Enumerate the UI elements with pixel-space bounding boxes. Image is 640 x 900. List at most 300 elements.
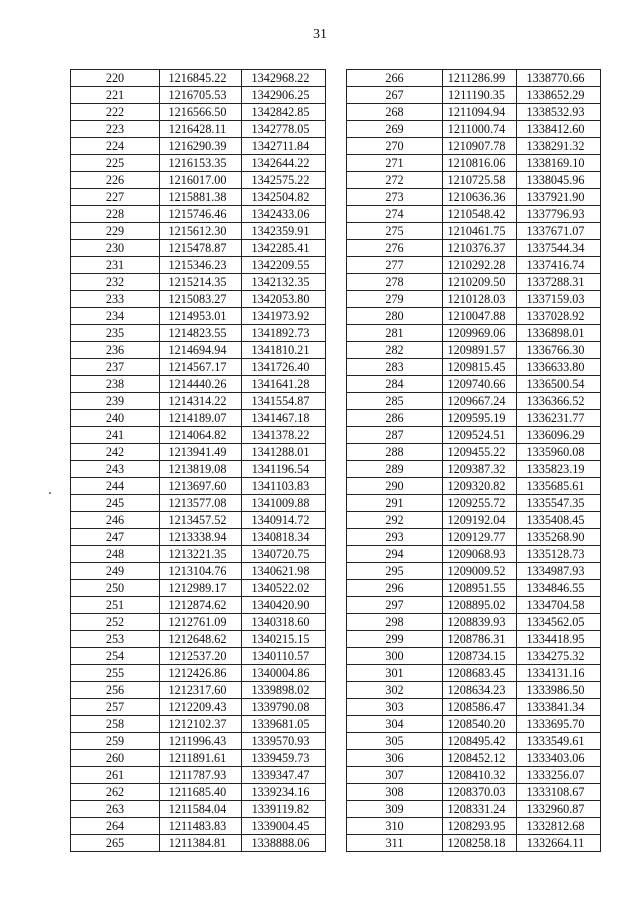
- y-coordinate-cell: 1334418.95: [517, 631, 601, 648]
- table-row: [347, 784, 601, 801]
- table-row: [347, 767, 601, 784]
- x-coordinate-cell: 1214314.22: [160, 393, 242, 410]
- point-number-cell: 281: [347, 325, 443, 342]
- point-number-cell: 245: [71, 495, 160, 512]
- table-row: [71, 189, 326, 206]
- point-number-cell: 224: [71, 138, 160, 155]
- table-row: [71, 274, 326, 291]
- point-number-cell: 260: [71, 750, 160, 767]
- table-row: [71, 495, 326, 512]
- y-coordinate-cell: 1342053.80: [242, 291, 326, 308]
- point-number-cell: 262: [71, 784, 160, 801]
- y-coordinate-cell: 1336366.52: [517, 393, 601, 410]
- point-number-cell: 236: [71, 342, 160, 359]
- table-row: [347, 240, 601, 257]
- point-number-cell: 293: [347, 529, 443, 546]
- x-coordinate-cell: 1213104.76: [160, 563, 242, 580]
- x-coordinate-cell: 1208370.03: [443, 784, 517, 801]
- point-number-cell: 268: [347, 104, 443, 121]
- point-number-cell: 223: [71, 121, 160, 138]
- y-coordinate-cell: 1341810.21: [242, 342, 326, 359]
- table-row: [71, 597, 326, 614]
- point-number-cell: 294: [347, 546, 443, 563]
- point-number-cell: 296: [347, 580, 443, 597]
- y-coordinate-cell: 1342209.55: [242, 257, 326, 274]
- x-coordinate-cell: 1216845.22: [160, 70, 242, 87]
- x-coordinate-cell: 1213577.08: [160, 495, 242, 512]
- table-row: [71, 648, 326, 665]
- x-coordinate-cell: 1216153.35: [160, 155, 242, 172]
- table-row: [71, 631, 326, 648]
- table-row: [347, 138, 601, 155]
- y-coordinate-cell: 1342132.35: [242, 274, 326, 291]
- point-number-cell: 299: [347, 631, 443, 648]
- point-number-cell: 246: [71, 512, 160, 529]
- x-coordinate-cell: 1213819.08: [160, 461, 242, 478]
- x-coordinate-cell: 1208951.55: [443, 580, 517, 597]
- x-coordinate-cell: 1209740.66: [443, 376, 517, 393]
- y-coordinate-cell: 1341641.28: [242, 376, 326, 393]
- x-coordinate-cell: 1212648.62: [160, 631, 242, 648]
- x-coordinate-cell: 1209192.04: [443, 512, 517, 529]
- table-row: [71, 257, 326, 274]
- y-coordinate-cell: 1340914.72: [242, 512, 326, 529]
- y-coordinate-cell: 1335547.35: [517, 495, 601, 512]
- x-coordinate-cell: 1214064.82: [160, 427, 242, 444]
- point-number-cell: 276: [347, 240, 443, 257]
- point-number-cell: 278: [347, 274, 443, 291]
- point-number-cell: 257: [71, 699, 160, 716]
- table-row: [71, 104, 326, 121]
- table-row: [347, 563, 601, 580]
- point-number-cell: 259: [71, 733, 160, 750]
- y-coordinate-cell: 1338412.60: [517, 121, 601, 138]
- x-coordinate-cell: 1213221.35: [160, 546, 242, 563]
- y-coordinate-cell: 1336500.54: [517, 376, 601, 393]
- table-row: [347, 512, 601, 529]
- x-coordinate-cell: 1212317.60: [160, 682, 242, 699]
- x-coordinate-cell: 1208331.24: [443, 801, 517, 818]
- table-row: [71, 342, 326, 359]
- point-number-cell: 267: [347, 87, 443, 104]
- table-row: [347, 665, 601, 682]
- y-coordinate-cell: 1335960.08: [517, 444, 601, 461]
- table-row: [347, 699, 601, 716]
- x-coordinate-cell: 1215746.46: [160, 206, 242, 223]
- point-number-cell: 310: [347, 818, 443, 835]
- x-coordinate-cell: 1215346.23: [160, 257, 242, 274]
- y-coordinate-cell: 1334131.16: [517, 665, 601, 682]
- y-coordinate-cell: 1342711.84: [242, 138, 326, 155]
- y-coordinate-cell: 1341726.40: [242, 359, 326, 376]
- table-row: [71, 614, 326, 631]
- point-number-cell: 277: [347, 257, 443, 274]
- point-number-cell: 263: [71, 801, 160, 818]
- y-coordinate-cell: 1342906.25: [242, 87, 326, 104]
- table-row: [71, 393, 326, 410]
- table-row: [71, 750, 326, 767]
- point-number-cell: 265: [71, 835, 160, 852]
- x-coordinate-cell: 1209129.77: [443, 529, 517, 546]
- y-coordinate-cell: 1334987.93: [517, 563, 601, 580]
- y-coordinate-cell: 1341009.88: [242, 495, 326, 512]
- table-row: [347, 291, 601, 308]
- table-row: [347, 325, 601, 342]
- x-coordinate-cell: 1208895.02: [443, 597, 517, 614]
- y-coordinate-cell: 1337416.74: [517, 257, 601, 274]
- y-coordinate-cell: 1339790.08: [242, 699, 326, 716]
- table-row: [71, 138, 326, 155]
- y-coordinate-cell: 1333549.61: [517, 733, 601, 750]
- point-number-cell: 273: [347, 189, 443, 206]
- table-row: [347, 801, 601, 818]
- coordinate-table-right: [346, 69, 601, 852]
- x-coordinate-cell: 1209891.57: [443, 342, 517, 359]
- table-row: [347, 257, 601, 274]
- scan-speck: [49, 492, 51, 494]
- point-number-cell: 306: [347, 750, 443, 767]
- y-coordinate-cell: 1332812.68: [517, 818, 601, 835]
- point-number-cell: 286: [347, 410, 443, 427]
- table-row: [347, 580, 601, 597]
- point-number-cell: 289: [347, 461, 443, 478]
- x-coordinate-cell: 1210292.28: [443, 257, 517, 274]
- point-number-cell: 280: [347, 308, 443, 325]
- x-coordinate-cell: 1209667.24: [443, 393, 517, 410]
- x-coordinate-cell: 1212761.09: [160, 614, 242, 631]
- point-number-cell: 222: [71, 104, 160, 121]
- y-coordinate-cell: 1338291.32: [517, 138, 601, 155]
- x-coordinate-cell: 1209969.06: [443, 325, 517, 342]
- table-row: [71, 478, 326, 495]
- table-row: [347, 104, 601, 121]
- point-number-cell: 292: [347, 512, 443, 529]
- x-coordinate-cell: 1210816.06: [443, 155, 517, 172]
- x-coordinate-cell: 1214823.55: [160, 325, 242, 342]
- x-coordinate-cell: 1209320.82: [443, 478, 517, 495]
- table-row: [347, 495, 601, 512]
- x-coordinate-cell: 1214440.26: [160, 376, 242, 393]
- point-number-cell: 253: [71, 631, 160, 648]
- y-coordinate-cell: 1333986.50: [517, 682, 601, 699]
- y-coordinate-cell: 1341467.18: [242, 410, 326, 427]
- point-number-cell: 229: [71, 223, 160, 240]
- table-row: [71, 716, 326, 733]
- x-coordinate-cell: 1216705.53: [160, 87, 242, 104]
- table-row: [71, 206, 326, 223]
- y-coordinate-cell: 1335128.73: [517, 546, 601, 563]
- y-coordinate-cell: 1340818.34: [242, 529, 326, 546]
- coordinate-table-left-body: [71, 70, 326, 852]
- point-number-cell: 242: [71, 444, 160, 461]
- y-coordinate-cell: 1339004.45: [242, 818, 326, 835]
- y-coordinate-cell: 1339234.16: [242, 784, 326, 801]
- point-number-cell: 238: [71, 376, 160, 393]
- table-row: [71, 427, 326, 444]
- point-number-cell: 266: [347, 70, 443, 87]
- point-number-cell: 290: [347, 478, 443, 495]
- y-coordinate-cell: 1340522.02: [242, 580, 326, 597]
- x-coordinate-cell: 1208634.23: [443, 682, 517, 699]
- y-coordinate-cell: 1335268.90: [517, 529, 601, 546]
- y-coordinate-cell: 1336231.77: [517, 410, 601, 427]
- y-coordinate-cell: 1341973.92: [242, 308, 326, 325]
- point-number-cell: 264: [71, 818, 160, 835]
- x-coordinate-cell: 1216566.50: [160, 104, 242, 121]
- point-number-cell: 298: [347, 614, 443, 631]
- y-coordinate-cell: 1342778.05: [242, 121, 326, 138]
- point-number-cell: 285: [347, 393, 443, 410]
- point-number-cell: 307: [347, 767, 443, 784]
- point-number-cell: 239: [71, 393, 160, 410]
- table-row: [71, 121, 326, 138]
- y-coordinate-cell: 1342433.06: [242, 206, 326, 223]
- point-number-cell: 282: [347, 342, 443, 359]
- table-row: [71, 529, 326, 546]
- point-number-cell: 283: [347, 359, 443, 376]
- point-number-cell: 230: [71, 240, 160, 257]
- x-coordinate-cell: 1208293.95: [443, 818, 517, 835]
- table-row: [71, 580, 326, 597]
- point-number-cell: 249: [71, 563, 160, 580]
- x-coordinate-cell: 1209595.19: [443, 410, 517, 427]
- table-row: [347, 121, 601, 138]
- y-coordinate-cell: 1340420.90: [242, 597, 326, 614]
- table-row: [71, 444, 326, 461]
- x-coordinate-cell: 1212537.20: [160, 648, 242, 665]
- x-coordinate-cell: 1211891.61: [160, 750, 242, 767]
- x-coordinate-cell: 1208258.18: [443, 835, 517, 852]
- x-coordinate-cell: 1208734.15: [443, 648, 517, 665]
- point-number-cell: 303: [347, 699, 443, 716]
- x-coordinate-cell: 1214694.94: [160, 342, 242, 359]
- table-row: [347, 750, 601, 767]
- y-coordinate-cell: 1338652.29: [517, 87, 601, 104]
- point-number-cell: 271: [347, 155, 443, 172]
- table-row: [71, 818, 326, 835]
- coordinate-table-left: [70, 69, 326, 852]
- x-coordinate-cell: 1208540.20: [443, 716, 517, 733]
- table-row: [347, 546, 601, 563]
- table-row: [347, 223, 601, 240]
- point-number-cell: 248: [71, 546, 160, 563]
- table-row: [347, 410, 601, 427]
- table-row: [71, 172, 326, 189]
- table-row: [347, 359, 601, 376]
- point-number-cell: 275: [347, 223, 443, 240]
- point-number-cell: 240: [71, 410, 160, 427]
- table-row: [347, 308, 601, 325]
- point-number-cell: 305: [347, 733, 443, 750]
- table-row: [71, 512, 326, 529]
- x-coordinate-cell: 1214189.07: [160, 410, 242, 427]
- x-coordinate-cell: 1209524.51: [443, 427, 517, 444]
- x-coordinate-cell: 1211384.81: [160, 835, 242, 852]
- table-row: [347, 155, 601, 172]
- point-number-cell: 302: [347, 682, 443, 699]
- table-row: [71, 240, 326, 257]
- x-coordinate-cell: 1210548.42: [443, 206, 517, 223]
- y-coordinate-cell: 1334704.58: [517, 597, 601, 614]
- y-coordinate-cell: 1339347.47: [242, 767, 326, 784]
- y-coordinate-cell: 1337159.03: [517, 291, 601, 308]
- point-number-cell: 255: [71, 665, 160, 682]
- point-number-cell: 297: [347, 597, 443, 614]
- point-number-cell: 241: [71, 427, 160, 444]
- y-coordinate-cell: 1341103.83: [242, 478, 326, 495]
- x-coordinate-cell: 1209009.52: [443, 563, 517, 580]
- y-coordinate-cell: 1336096.29: [517, 427, 601, 444]
- y-coordinate-cell: 1342842.85: [242, 104, 326, 121]
- table-row: [347, 733, 601, 750]
- x-coordinate-cell: 1211584.04: [160, 801, 242, 818]
- point-number-cell: 274: [347, 206, 443, 223]
- x-coordinate-cell: 1212209.43: [160, 699, 242, 716]
- table-row: [347, 597, 601, 614]
- point-number-cell: 300: [347, 648, 443, 665]
- x-coordinate-cell: 1215083.27: [160, 291, 242, 308]
- table-row: [71, 699, 326, 716]
- x-coordinate-cell: 1208452.12: [443, 750, 517, 767]
- x-coordinate-cell: 1209255.72: [443, 495, 517, 512]
- x-coordinate-cell: 1211190.35: [443, 87, 517, 104]
- point-number-cell: 221: [71, 87, 160, 104]
- point-number-cell: 272: [347, 172, 443, 189]
- y-coordinate-cell: 1341288.01: [242, 444, 326, 461]
- y-coordinate-cell: 1337671.07: [517, 223, 601, 240]
- point-number-cell: 254: [71, 648, 160, 665]
- table-row: [347, 461, 601, 478]
- table-row: [71, 733, 326, 750]
- x-coordinate-cell: 1215214.35: [160, 274, 242, 291]
- table-row: [71, 784, 326, 801]
- y-coordinate-cell: 1339898.02: [242, 682, 326, 699]
- coordinate-table-right-body: [347, 70, 601, 852]
- y-coordinate-cell: 1341892.73: [242, 325, 326, 342]
- y-coordinate-cell: 1338888.06: [242, 835, 326, 852]
- table-row: [347, 393, 601, 410]
- y-coordinate-cell: 1336766.30: [517, 342, 601, 359]
- point-number-cell: 279: [347, 291, 443, 308]
- y-coordinate-cell: 1334275.32: [517, 648, 601, 665]
- table-row: [71, 461, 326, 478]
- table-row: [347, 427, 601, 444]
- table-row: [347, 529, 601, 546]
- point-number-cell: 269: [347, 121, 443, 138]
- x-coordinate-cell: 1210047.88: [443, 308, 517, 325]
- point-number-cell: 225: [71, 155, 160, 172]
- page-number: 31: [313, 27, 327, 42]
- point-number-cell: 284: [347, 376, 443, 393]
- x-coordinate-cell: 1210128.03: [443, 291, 517, 308]
- table-row: [71, 70, 326, 87]
- point-number-cell: 237: [71, 359, 160, 376]
- table-row: [71, 87, 326, 104]
- point-number-cell: 232: [71, 274, 160, 291]
- table-row: [347, 716, 601, 733]
- y-coordinate-cell: 1342285.41: [242, 240, 326, 257]
- point-number-cell: 227: [71, 189, 160, 206]
- x-coordinate-cell: 1209068.93: [443, 546, 517, 563]
- y-coordinate-cell: 1341196.54: [242, 461, 326, 478]
- y-coordinate-cell: 1333695.70: [517, 716, 601, 733]
- y-coordinate-cell: 1338770.66: [517, 70, 601, 87]
- y-coordinate-cell: 1341554.87: [242, 393, 326, 410]
- table-row: [347, 274, 601, 291]
- table-row: [71, 308, 326, 325]
- x-coordinate-cell: 1215881.38: [160, 189, 242, 206]
- x-coordinate-cell: 1211286.99: [443, 70, 517, 87]
- y-coordinate-cell: 1337544.34: [517, 240, 601, 257]
- point-number-cell: 309: [347, 801, 443, 818]
- y-coordinate-cell: 1338532.93: [517, 104, 601, 121]
- table-row: [347, 614, 601, 631]
- y-coordinate-cell: 1338169.10: [517, 155, 601, 172]
- point-number-cell: 291: [347, 495, 443, 512]
- y-coordinate-cell: 1339459.73: [242, 750, 326, 767]
- x-coordinate-cell: 1208410.32: [443, 767, 517, 784]
- table-row: [71, 767, 326, 784]
- y-coordinate-cell: 1342575.22: [242, 172, 326, 189]
- y-coordinate-cell: 1342504.82: [242, 189, 326, 206]
- table-row: [71, 801, 326, 818]
- y-coordinate-cell: 1337028.92: [517, 308, 601, 325]
- y-coordinate-cell: 1333403.06: [517, 750, 601, 767]
- point-number-cell: 250: [71, 580, 160, 597]
- y-coordinate-cell: 1339570.93: [242, 733, 326, 750]
- point-number-cell: 258: [71, 716, 160, 733]
- x-coordinate-cell: 1210907.78: [443, 138, 517, 155]
- table-row: [347, 376, 601, 393]
- x-coordinate-cell: 1213697.60: [160, 478, 242, 495]
- x-coordinate-cell: 1209815.45: [443, 359, 517, 376]
- x-coordinate-cell: 1211094.94: [443, 104, 517, 121]
- y-coordinate-cell: 1333108.67: [517, 784, 601, 801]
- y-coordinate-cell: 1340720.75: [242, 546, 326, 563]
- table-row: [347, 189, 601, 206]
- x-coordinate-cell: 1216428.11: [160, 121, 242, 138]
- point-number-cell: 247: [71, 529, 160, 546]
- x-coordinate-cell: 1213941.49: [160, 444, 242, 461]
- table-row: [347, 478, 601, 495]
- point-number-cell: 308: [347, 784, 443, 801]
- y-coordinate-cell: 1332960.87: [517, 801, 601, 818]
- table-row: [71, 682, 326, 699]
- x-coordinate-cell: 1208839.93: [443, 614, 517, 631]
- y-coordinate-cell: 1335685.61: [517, 478, 601, 495]
- point-number-cell: 251: [71, 597, 160, 614]
- x-coordinate-cell: 1211787.93: [160, 767, 242, 784]
- table-row: [347, 206, 601, 223]
- table-row: [347, 70, 601, 87]
- x-coordinate-cell: 1209387.32: [443, 461, 517, 478]
- x-coordinate-cell: 1211685.40: [160, 784, 242, 801]
- y-coordinate-cell: 1337796.93: [517, 206, 601, 223]
- point-number-cell: 220: [71, 70, 160, 87]
- y-coordinate-cell: 1340318.60: [242, 614, 326, 631]
- table-row: [71, 376, 326, 393]
- x-coordinate-cell: 1212426.86: [160, 665, 242, 682]
- y-coordinate-cell: 1335823.19: [517, 461, 601, 478]
- point-number-cell: 234: [71, 308, 160, 325]
- point-number-cell: 233: [71, 291, 160, 308]
- x-coordinate-cell: 1214953.01: [160, 308, 242, 325]
- table-row: [347, 342, 601, 359]
- table-row: [347, 818, 601, 835]
- x-coordinate-cell: 1210461.75: [443, 223, 517, 240]
- y-coordinate-cell: 1339681.05: [242, 716, 326, 733]
- point-number-cell: 243: [71, 461, 160, 478]
